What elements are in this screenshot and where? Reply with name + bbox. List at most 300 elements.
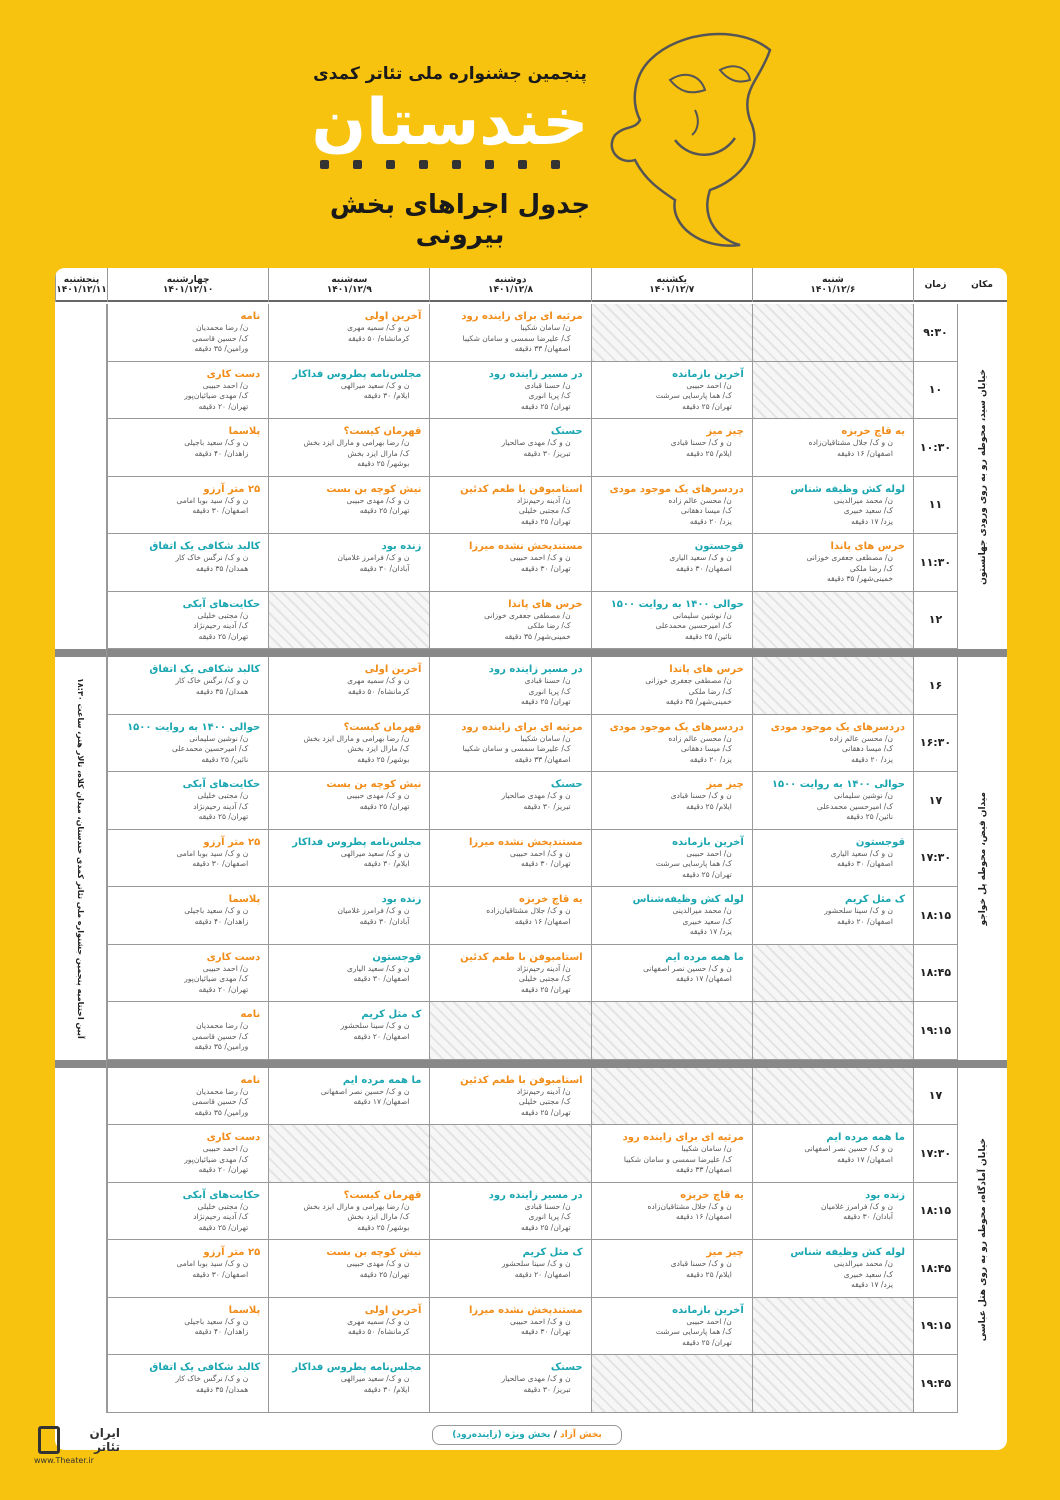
performance-credit: ک/ میسا دهقانی xyxy=(680,744,732,753)
time-slot: ۱۷:۳۰ xyxy=(913,830,957,888)
performance-cell xyxy=(107,772,268,830)
performance-credit: ک/ حسین قاسمی xyxy=(192,1031,249,1041)
header-day xyxy=(591,268,752,302)
performance-title: ک مثل کریم xyxy=(844,894,905,905)
performance-credit: ن/ سامان شکیبا xyxy=(681,1144,732,1153)
performance-cell xyxy=(429,657,590,715)
performance-title: ما همه مرده ایم xyxy=(665,951,744,963)
performance-title: استامبوفن با طعم کدئین xyxy=(460,483,583,495)
performance-cell xyxy=(107,1125,268,1183)
performance-title: قهرمان کیست؟ xyxy=(343,721,422,733)
performance-title: نامه xyxy=(240,311,261,322)
performance-title: در مسیر زاینده رود xyxy=(488,368,583,380)
performance-title: دست کاری xyxy=(206,1132,261,1143)
performance-credit: اصفهان/ ۱۷ دقیقه xyxy=(353,1097,410,1106)
performance-credit: ن و ک/ سعید باجیلی xyxy=(184,438,249,447)
performance-credit: اصفهان/ ۳۳ دقیقه xyxy=(514,754,571,764)
empty-slot xyxy=(268,592,429,650)
performance-cell xyxy=(107,1355,268,1413)
time-slot: ۱۰:۳۰ xyxy=(913,419,957,477)
performance-credit: ن و ک/ سعید الیاری xyxy=(830,848,893,858)
performance-title: حکایت‌های آبکی xyxy=(182,598,261,610)
performance-cell xyxy=(591,772,752,830)
closing-ceremony-text: آیین اختتامیه پنجمین جشنواره ملی تئاتر کمدی خندستان، میدان کلاه، تالار هنر، ساعت ۱۸:۳۰ xyxy=(76,677,85,1039)
performance-credit: ن و ک/ جلال مشتاقیان‌زاده xyxy=(647,1201,732,1211)
performance-credit: ن و ک/ فرامرز غلامیان xyxy=(821,1201,893,1211)
empty-slot xyxy=(752,1002,913,1060)
performance-cell xyxy=(107,1298,268,1356)
comedy-mask-illustration xyxy=(590,20,790,250)
performance-credit: ک/ مهدی ضیائیان‌پور xyxy=(184,1154,249,1164)
poster-header xyxy=(0,0,1060,262)
performance-credit: ن و ک/ حسین نصر اصفهانی xyxy=(643,963,732,973)
performance-cell xyxy=(591,945,752,1003)
performance-credit: ک/ هما پارسایی سرشت xyxy=(655,859,732,868)
header-day xyxy=(107,268,268,302)
performance-credit: ک/ رضا ملکی xyxy=(527,621,571,630)
performance-credit: ن/ نوشین سلیمانی xyxy=(189,733,249,743)
performance-cell xyxy=(429,362,590,420)
performance-cell xyxy=(591,534,752,592)
section-separator xyxy=(55,649,1007,657)
performance-credit: ن و ک/ مهدی حبیبی xyxy=(346,1259,410,1268)
performance-title: حوالی ۱۴۰۰ به روایت ۱۵۰۰ xyxy=(610,598,744,610)
performance-credit: زاهدان/ ۴۰ دقیقه xyxy=(194,448,249,458)
header-place xyxy=(957,268,1007,302)
performance-title: لوله کش وظیفه‌شناس xyxy=(632,894,744,905)
performance-credit: ایلام/ ۲۵ دقیقه xyxy=(686,448,732,458)
performance-credit: ک/ هما پارسایی سرشت xyxy=(655,391,732,400)
performance-credit: تهران/ ۲۵ دقیقه xyxy=(520,1222,571,1232)
performance-title: زنده بود xyxy=(381,541,422,552)
header-day-date: ۱۴۰۱/۱۲/۱۰ xyxy=(162,285,214,295)
performance-credit: ن و ک/ مهدی صالحیار xyxy=(501,791,571,800)
performance-credit: ن/ رضا محمدیان xyxy=(196,323,249,332)
performance-cell xyxy=(268,1183,429,1241)
performance-cell xyxy=(107,534,268,592)
empty-slot xyxy=(591,1068,752,1126)
performance-cell xyxy=(591,592,752,650)
performance-cell xyxy=(752,1240,913,1298)
performance-credit: نائین/ ۲۵ دقیقه xyxy=(846,812,893,821)
performance-credit: اصفهان/ ۳۰ دقیقه xyxy=(192,859,249,868)
performance-title: حکایت‌های آبکی xyxy=(182,1189,261,1201)
performance-credit: ن/ سامان شکیبا xyxy=(520,733,571,743)
festival-logo-text: خندستان xyxy=(311,86,589,160)
performance-title: نیش کوچه بن بست xyxy=(326,779,422,790)
performance-cell xyxy=(107,1002,268,1060)
empty-slot xyxy=(752,592,913,650)
performance-title: کالبد شکافی یک اتفاق xyxy=(149,664,261,675)
performance-title: لوله کش وظیفه شناس xyxy=(790,1247,905,1258)
performance-credit: ک/ مارال ایزد بخش xyxy=(347,448,410,458)
header-day-date: ۱۴۰۱/۱۲/۷ xyxy=(649,285,695,295)
performance-credit: ک/ سعید خبیری xyxy=(682,916,732,926)
performance-credit: ایلام/ ۲۵ دقیقه xyxy=(686,801,732,811)
header-place-label: مکان xyxy=(971,280,993,290)
performance-credit: ن/ محسن عالم زاده xyxy=(829,733,893,743)
performance-credit: اصفهان/ ۳۳ دقیقه xyxy=(675,1165,732,1174)
performance-credit: ک/ هما پارسایی سرشت xyxy=(655,1327,732,1336)
performance-credit: اصفهان/ ۱۷ دقیقه xyxy=(837,1154,893,1164)
performance-credit: ایلام/ ۳۰ دقیقه xyxy=(363,391,410,400)
performance-credit: ک/ مارال ایزد بخش xyxy=(347,1212,410,1221)
performance-cell xyxy=(429,1068,590,1126)
performance-title: نیش کوچه بن بست xyxy=(326,1247,422,1258)
performance-title: مستندپخش نشده میرزا xyxy=(468,836,583,848)
performance-credit: ورامین/ ۳۵ دقیقه xyxy=(194,1042,249,1051)
performance-title: آخرین بازمانده xyxy=(672,1304,744,1316)
performance-credit: ن/ احمد حبیبی xyxy=(686,848,732,858)
performance-credit: اصفهان/ ۳۰ دقیقه xyxy=(192,1269,249,1279)
closing-ceremony-note xyxy=(55,304,107,1413)
performance-credit: آبادان/ ۳۰ دقیقه xyxy=(359,916,410,926)
performance-credit: ن/ مصطفی جعفری خوزانی xyxy=(645,676,732,685)
performance-credit: ن/ مصطفی جعفری خوزانی xyxy=(484,610,571,620)
venue-name: میدان فیض، محوطه پل خواجو xyxy=(977,791,988,925)
performance-credit: ک/ آدینه رحیم‌نژاد xyxy=(193,1212,249,1221)
performance-credit: تهران/ ۲۰ دقیقه xyxy=(198,1165,249,1174)
performance-credit: ن/ احمد حبیبی xyxy=(686,380,732,390)
time-slot: ۱۲ xyxy=(913,592,957,650)
performance-credit: تهران/ ۲۵ دقیقه xyxy=(520,697,571,706)
performance-title: یه قاچ خربزه xyxy=(841,426,905,437)
performance-credit: ن/ آدینه رحیم‌نژاد xyxy=(516,963,571,973)
performance-credit: ک/ پریا انوری xyxy=(528,686,571,696)
performance-title: قهرمان کیست؟ xyxy=(343,426,422,437)
performance-credit: ن/ محمد میرالدینی xyxy=(833,1259,893,1268)
time-slot: ۹:۳۰ xyxy=(913,304,957,362)
theater-mark-icon xyxy=(38,1426,60,1454)
venue-name: خیابان آمادگاه، محوطه رو به روی هتل عباسی xyxy=(977,1138,988,1342)
venue-label xyxy=(957,657,1007,1060)
performance-title: کالبد شکافی یک اتفاق xyxy=(149,541,261,552)
header-day-name: دوشنبه xyxy=(494,275,527,285)
performance-cell xyxy=(107,945,268,1003)
performance-cell xyxy=(752,534,913,592)
performance-credit: تهران/ ۲۵ دقیقه xyxy=(359,506,410,515)
performance-credit: ک/ رضا ملکی xyxy=(849,563,893,573)
time-slot: ۱۷:۳۰ xyxy=(913,1125,957,1183)
performance-credit: خمینی‌شهر/ ۳۵ دقیقه xyxy=(504,631,571,641)
performance-credit: ک/ میسا دهقانی xyxy=(680,506,732,515)
venue-label xyxy=(957,1068,1007,1413)
performance-title: ۲۵ متر آرزو xyxy=(203,836,261,848)
header-day-name: یکشنبه xyxy=(656,275,687,285)
performance-cell xyxy=(429,592,590,650)
performance-cell xyxy=(429,534,590,592)
performance-title: آخرین اولی xyxy=(364,311,422,322)
performance-cell xyxy=(268,830,429,888)
performance-credit: ک/ علیرضا سمسی و سامان شکیبا xyxy=(623,1154,732,1164)
performance-title: دردسرهای یک موجود مودی xyxy=(609,483,744,495)
performance-title: دردسرهای یک موجود مودی xyxy=(770,721,905,733)
performance-cell xyxy=(591,419,752,477)
performance-cell xyxy=(429,1183,590,1241)
performance-title: چیز میز xyxy=(706,779,744,790)
time-slot: ۱۱:۳۰ xyxy=(913,534,957,592)
performance-credit: ک/ سعید خبیری xyxy=(843,1269,893,1279)
header-day xyxy=(752,268,913,302)
performance-credit: ن و ک/ سعید میرالهی xyxy=(340,380,410,390)
performance-title: حسنک xyxy=(550,779,583,790)
performance-cell xyxy=(429,1240,590,1298)
performance-credit: تبریز/ ۳۰ دقیقه xyxy=(523,448,571,458)
performance-cell xyxy=(429,887,590,945)
performance-credit: ک/ امیرحسین محمدعلی xyxy=(816,801,893,811)
performance-credit: زاهدان/ ۴۰ دقیقه xyxy=(194,1327,249,1336)
time-slot: ۱۹:۱۵ xyxy=(913,1002,957,1060)
header-day-name: سه‌شنبه xyxy=(331,275,368,285)
header-day-date: ۱۴۰۱/۱۲/۹ xyxy=(326,285,372,295)
performance-credit: ورامین/ ۳۵ دقیقه xyxy=(194,1107,249,1117)
empty-slot xyxy=(591,304,752,362)
performance-title: آخرین اولی xyxy=(364,1304,422,1316)
performance-title: مرثیه ای برای زاینده رود xyxy=(461,311,583,322)
performance-title: مرثیه ای برای زاینده رود xyxy=(461,721,583,733)
performance-credit: همدان/ ۳۵ دقیقه xyxy=(196,1384,249,1394)
table-header-row xyxy=(55,268,1007,302)
performance-credit: آبادان/ ۳۰ دقیقه xyxy=(359,563,410,573)
performance-cell xyxy=(107,715,268,773)
performance-credit: تبریز/ ۳۰ دقیقه xyxy=(523,801,571,811)
performance-credit: ورامین/ ۳۵ دقیقه xyxy=(194,344,249,353)
performance-cell xyxy=(752,887,913,945)
performance-cell xyxy=(591,887,752,945)
performance-credit: ن و ک/ مهدی صالحیار xyxy=(501,438,571,447)
performance-credit: ک/ آدینه رحیم‌نژاد xyxy=(193,801,249,811)
header-time xyxy=(913,268,957,302)
performance-credit: بوشهر/ ۲۵ دقیقه xyxy=(357,1222,410,1232)
performance-title: قهرمان کیست؟ xyxy=(343,1189,422,1201)
performance-cell xyxy=(107,1068,268,1126)
performance-credit: ن و ک/ فرامرز غلامیان xyxy=(337,906,410,915)
performance-credit: ایلام/ ۳۰ دقیقه xyxy=(363,859,410,868)
festival-subtitle: پنجمین جشنواره ملی تئاتر کمدی xyxy=(313,64,587,84)
header-time-label: زمان xyxy=(924,280,947,290)
performance-credit: ن و ک/ سعید باجیلی xyxy=(184,906,249,915)
performance-credit: خمینی‌شهر/ ۳۵ دقیقه xyxy=(665,697,732,706)
performance-credit: تهران/ ۲۵ دقیقه xyxy=(198,1222,249,1232)
empty-slot xyxy=(752,657,913,715)
performance-credit: ایلام/ ۲۵ دقیقه xyxy=(686,1269,732,1279)
performance-credit: اصفهان/ ۳۰ دقیقه xyxy=(837,859,893,868)
performance-credit: بوشهر/ ۲۵ دقیقه xyxy=(357,459,410,468)
performance-credit: اصفهان/ ۲۰ دقیقه xyxy=(353,1031,410,1041)
performance-credit: ن و ک/ سمیه مهری xyxy=(347,1316,410,1326)
performance-credit: ن و ک/ حسنا قبادی xyxy=(670,791,732,800)
performance-cell xyxy=(752,1125,913,1183)
performance-credit: ک/ سعید خبیری xyxy=(843,506,893,515)
performance-credit: تهران/ ۲۵ دقیقه xyxy=(682,1337,732,1347)
performance-credit: اصفهان/ ۱۶ دقیقه xyxy=(675,1212,732,1221)
performance-cell xyxy=(429,1355,590,1413)
performance-credit: همدان/ ۳۵ دقیقه xyxy=(196,563,249,573)
performance-cell xyxy=(752,419,913,477)
performance-credit: یزد/ ۱۷ دقیقه xyxy=(689,927,732,936)
performance-credit: ک/ امیرحسین محمدعلی xyxy=(172,744,249,753)
performance-credit: ن/ رضا بهرامی و مارال ایزد بخش xyxy=(303,1201,410,1211)
performance-credit: ن/ رضا بهرامی و مارال ایزد بخش xyxy=(303,733,410,743)
performance-credit: اصفهان/ ۱۶ دقیقه xyxy=(837,448,893,458)
performance-credit: ک/ پریا انوری xyxy=(528,391,571,400)
performance-credit: یزد/ ۱۷ دقیقه xyxy=(851,1280,893,1289)
time-slot: ۱۹:۴۵ xyxy=(913,1355,957,1413)
performance-cell xyxy=(107,419,268,477)
performance-cell xyxy=(268,1068,429,1126)
performance-credit: تهران/ ۲۵ دقیقه xyxy=(359,1269,410,1279)
performance-credit: کرمانشاه/ ۵۰ دقیقه xyxy=(348,333,410,343)
performance-title: دست کاری xyxy=(206,951,261,963)
performance-credit: ن و ک/ سعید میرالهی xyxy=(340,848,410,858)
performance-title: نامه xyxy=(240,1009,261,1020)
performance-credit: ک/ امیرحسین محمدعلی xyxy=(655,621,732,630)
header-day xyxy=(55,268,107,302)
legend-special: بخش ویژه (زاینده‌رود) xyxy=(452,1430,551,1440)
performance-credit: تهران/ ۲۵ دقیقه xyxy=(198,812,249,821)
performance-credit: ن و ک/ مهدی حبیبی xyxy=(346,791,410,800)
performance-credit: ن و ک/ حسنا قبادی xyxy=(670,438,732,447)
performance-credit: ن و ک/ سمیه مهری xyxy=(347,676,410,685)
performance-credit: ن و ک/ مهدی حبیبی xyxy=(346,495,410,505)
performance-title: قوجستون xyxy=(694,541,744,552)
performance-credit: اصفهان/ ۱۶ دقیقه xyxy=(514,916,571,926)
performance-credit: تهران/ ۲۰ دقیقه xyxy=(198,984,249,994)
performance-cell xyxy=(591,362,752,420)
performance-title: حکایت‌های آبکی xyxy=(182,779,261,790)
performance-title: ۲۵ متر آرزو xyxy=(203,483,261,495)
performance-title: یه قاچ خربزه xyxy=(519,894,583,905)
performance-credit: ن/ حسنا قبادی xyxy=(524,1201,571,1211)
empty-slot xyxy=(752,304,913,362)
time-slot: ۱۷ xyxy=(913,1068,957,1126)
performance-cell xyxy=(591,477,752,535)
performance-title: ۲۵ متر آرزو xyxy=(203,1247,261,1258)
performance-cell xyxy=(268,887,429,945)
empty-slot xyxy=(752,945,913,1003)
time-slot: ۱۶ xyxy=(913,657,957,715)
performance-credit: ن/ احمد حبیبی xyxy=(202,380,249,390)
performance-credit: ن و ک/ سعید الیاری xyxy=(346,963,410,973)
performance-credit: ن و ک/ مهدی صالحیار xyxy=(501,1374,571,1383)
performance-credit: ک/ مجتبی خلیلی xyxy=(518,1097,571,1106)
performance-title: آخرین بازمانده xyxy=(672,368,744,380)
performance-title: دست کاری xyxy=(206,368,261,380)
performance-title: نامه xyxy=(240,1074,261,1086)
empty-slot xyxy=(591,1355,752,1413)
performance-credit: ن/ محسن عالم زاده xyxy=(668,733,732,743)
performance-credit: ک/ حسین قاسمی xyxy=(192,1097,249,1106)
sponsor-logo xyxy=(419,160,428,169)
performance-credit: ک/ آدینه رحیم‌نژاد xyxy=(193,621,249,630)
performance-credit: تبریز/ ۳۰ دقیقه xyxy=(523,1384,571,1394)
performance-credit: ک/ رضا ملکی xyxy=(688,686,732,696)
performance-title: یه قاچ خربزه xyxy=(680,1189,744,1201)
performance-credit: اصفهان/ ۲۰ دقیقه xyxy=(514,1269,571,1279)
performance-credit: ن/ احمد حبیبی xyxy=(686,1316,732,1326)
performance-credit: ن/ آدینه رحیم‌نژاد xyxy=(516,495,571,505)
empty-slot xyxy=(752,362,913,420)
performance-cell xyxy=(429,715,590,773)
performance-cell xyxy=(268,715,429,773)
performance-cell xyxy=(752,715,913,773)
performance-cell xyxy=(752,1183,913,1241)
performance-credit: اصفهان/ ۲۰ دقیقه xyxy=(837,916,893,926)
performance-cell xyxy=(107,830,268,888)
performance-cell xyxy=(268,477,429,535)
performance-title: حوالی ۱۴۰۰ به روایت ۱۵۰۰ xyxy=(127,721,261,733)
performance-credit: ن و ک/ حسین نصر اصفهانی xyxy=(804,1144,893,1153)
performance-credit: ن و ک/ فرامرز غلامیان xyxy=(337,553,410,562)
performance-title: حسنک xyxy=(550,1362,583,1373)
sponsor-logo xyxy=(551,160,560,169)
performance-title: مرثیه ای برای زاینده رود xyxy=(622,1132,744,1143)
performance-title: حسنک xyxy=(550,426,583,437)
performance-title: قوجستون xyxy=(372,951,422,963)
performance-cell xyxy=(268,945,429,1003)
performance-title: مستندپخش نشده میرزا xyxy=(468,541,583,552)
legend-free: بخش آزاد xyxy=(560,1430,602,1440)
performance-credit: ن و ک/ احمد حبیبی xyxy=(510,553,571,562)
header-day xyxy=(268,268,429,302)
performance-title: استامبوفن با طعم کدئین xyxy=(460,1074,583,1086)
empty-slot xyxy=(752,1298,913,1356)
performance-title: لوله کش وظیفه شناس xyxy=(790,483,905,495)
performance-credit: ن/ احمد حبیبی xyxy=(202,1144,249,1153)
performance-credit: ن و ک/ سید بوبا امامی xyxy=(176,495,249,505)
performance-cell xyxy=(107,1183,268,1241)
header-day xyxy=(429,268,590,302)
performance-cell xyxy=(591,1183,752,1241)
time-slot: ۱۸:۴۵ xyxy=(913,945,957,1003)
performance-cell xyxy=(429,945,590,1003)
performance-credit: تهران/ ۲۵ دقیقه xyxy=(682,869,732,879)
brand-name: ایران تئاتر xyxy=(89,1426,120,1454)
header-day-date: ۱۴۰۱/۱۲/۸ xyxy=(488,285,534,295)
performance-credit: ک/ مجتبی خلیلی xyxy=(518,974,571,983)
performance-title: پلاسما xyxy=(228,894,261,905)
empty-slot xyxy=(752,1355,913,1413)
performance-credit: اصفهان/ ۳۰ دقیقه xyxy=(192,506,249,515)
performance-credit: ن/ نوشین سلیمانی xyxy=(672,610,732,620)
header-day-date: ۱۴۰۱/۱۲/۶ xyxy=(810,285,856,295)
venue-name: خیابان سید، محوطه رو به روی ورودی جهانستون xyxy=(977,368,988,585)
performance-credit: ن/ مجتبی خلیلی xyxy=(197,1201,249,1211)
performance-credit: ن و ک/ حسین نصر اصفهانی xyxy=(320,1086,410,1096)
performance-credit: نائین/ ۲۵ دقیقه xyxy=(201,754,249,764)
performance-credit: همدان/ ۳۵ دقیقه xyxy=(196,686,249,696)
sponsor-logo xyxy=(452,160,461,169)
performance-credit: تهران/ ۲۵ دقیقه xyxy=(359,801,410,811)
performance-credit: ن/ حسنا قبادی xyxy=(524,676,571,685)
header-day-name: پنجشنبه xyxy=(63,275,100,285)
performance-cell xyxy=(268,419,429,477)
empty-slot xyxy=(429,1125,590,1183)
header-day-date: ۱۴۰۱/۱۲/۱۱ xyxy=(56,285,107,295)
performance-credit: اصفهان/ ۳۳ دقیقه xyxy=(514,344,571,353)
performance-credit: ک/ پریا انوری xyxy=(528,1212,571,1221)
performance-credit: ک/ حسین قاسمی xyxy=(192,333,249,343)
performance-cell xyxy=(107,1240,268,1298)
performance-title: مستندپخش نشده میرزا xyxy=(468,1304,583,1316)
performance-credit: ک/ مارال ایزد بخش xyxy=(347,744,410,753)
performance-title: آخرین بازمانده xyxy=(672,836,744,848)
performance-credit: نائین/ ۲۵ دقیقه xyxy=(685,631,732,641)
performance-title: چیز میز xyxy=(706,1247,744,1258)
performance-cell xyxy=(107,657,268,715)
performance-credit: کرمانشاه/ ۵۰ دقیقه xyxy=(348,686,410,696)
schedule-table xyxy=(55,268,1007,1450)
